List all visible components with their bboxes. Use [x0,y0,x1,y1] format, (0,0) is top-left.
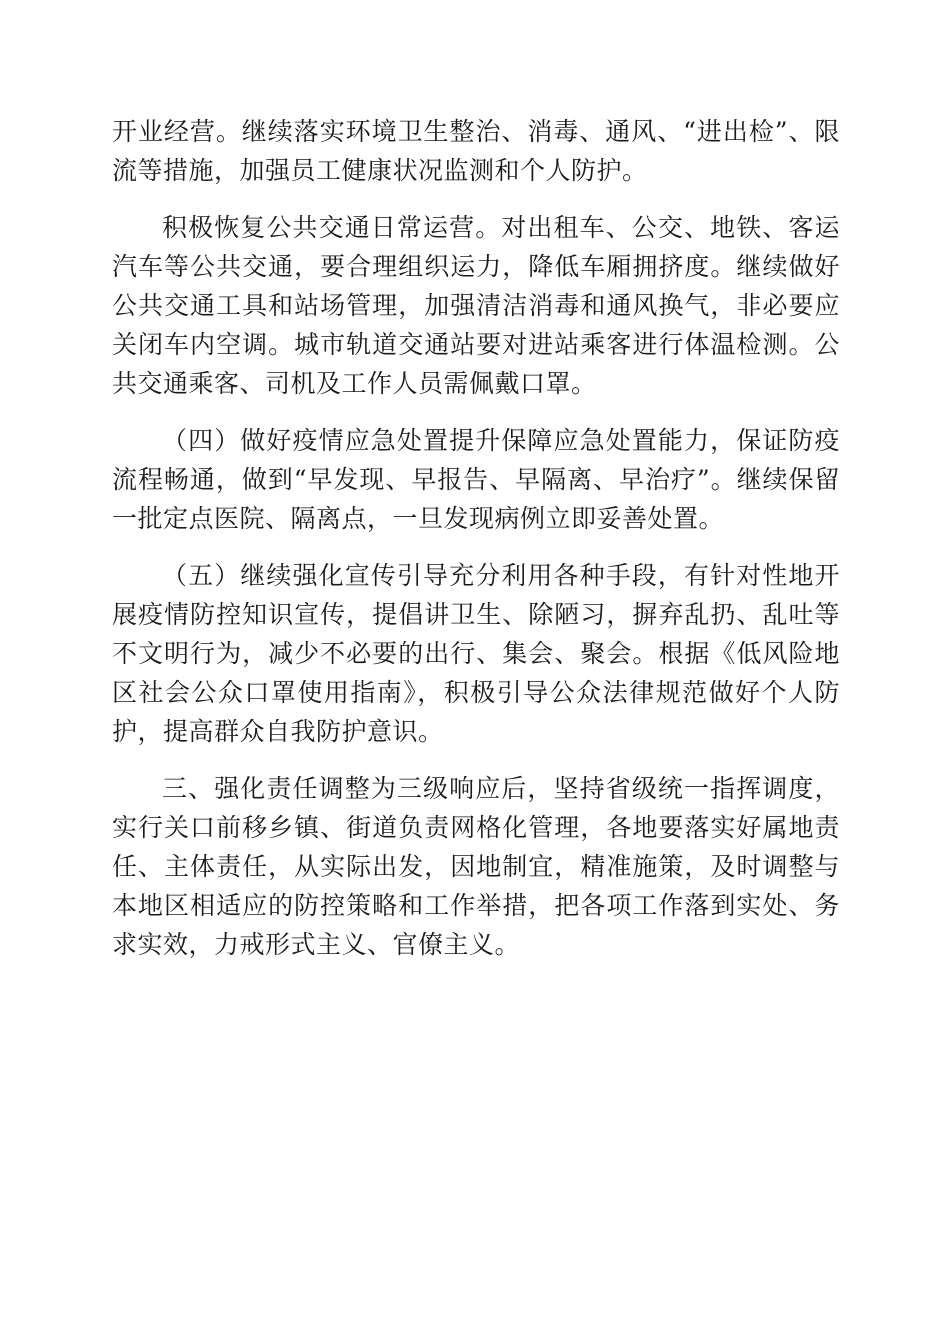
paragraph-emergency-response: （四）做好疫情应急处置提升保障应急处置能力，保证防疫流程畅通，做到“早发现、早报告、早隔离、早治疗”。继续保留一批定点医院、隔离点，一旦发现病例立即妥善处置。 [112,426,840,533]
paragraph-continuation: 开业经营。继续落实环境卫生整治、消毒、通风、“进出检”、限流等措施，加强员工健康状况监测和个人防护。 [112,117,840,185]
document-body [112,112,840,982]
paragraph-publicity-guidance: （五）继续强化宣传引导充分利用各种手段，有针对性地开展疫情防控知识宣传，提倡讲卫生、除陋习，摒弃乱扔、乱吐等不文明行为，减少不必要的出行、集会、聚会。根据《低风险地区社会公众口罩使用指南》，积极引导公众法律规范做好个人防护，提高群众自我防护意识。 [112,561,840,746]
paragraph-responsibility: 三、强化责任调整为三级响应后，坚持省级统一指挥调度，实行关口前移乡镇、街道负责网格化管理，各地要落实好属地责任、主体责任，从实际出发，因地制宜，精准施策，及时调整与本地区相适应的防控策略和工作举措，把各项工作落到实处、务求实效，力戒形式主义、官僚主义。 [112,774,840,959]
paragraph-public-transport: 积极恢复公共交通日常运营。对出租车、公交、地铁、客运汽车等公共交通，要合理组织运力，降低车厢拥挤度。继续做好公共交通工具和站场管理，加强清洁消毒和通风换气，非必要应关闭车内空调。城市轨道交通站要对进站乘客进行体温检测。公共交通乘客、司机及工作人员需佩戴口罩。 [112,213,840,398]
